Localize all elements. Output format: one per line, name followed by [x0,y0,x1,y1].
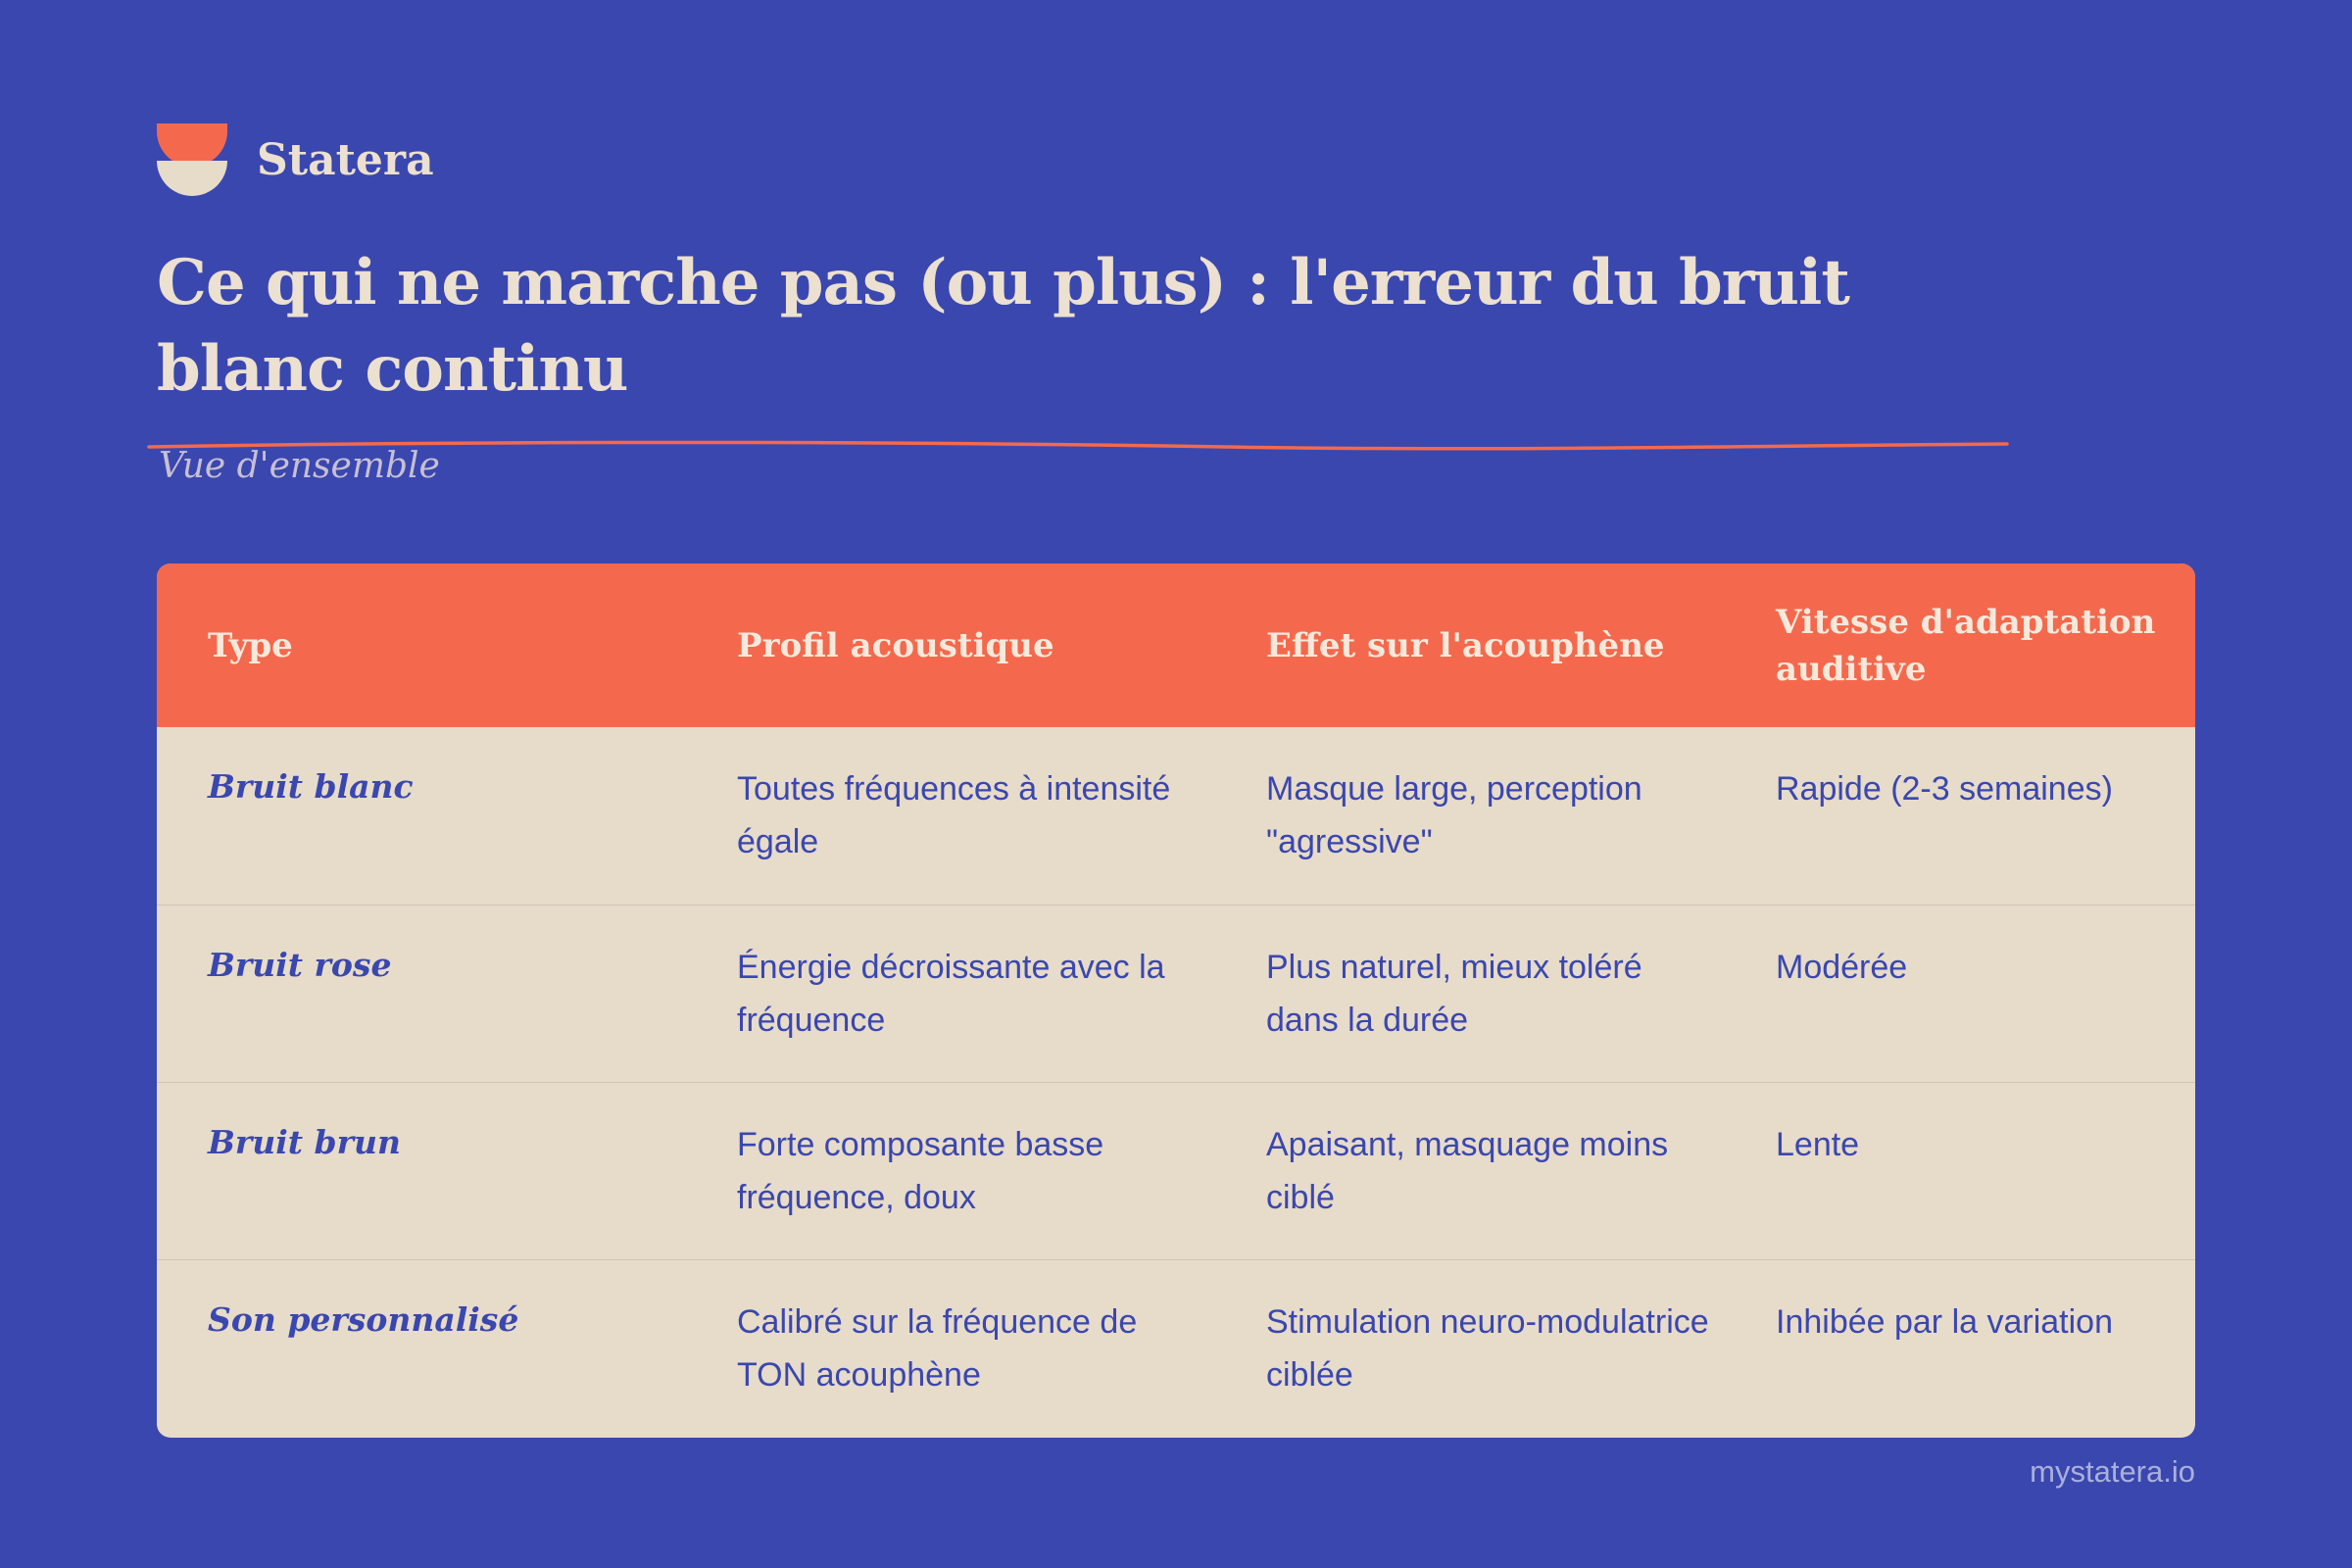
brand-name: Statera [257,134,434,185]
header-vitesse: Vitesse d'adaptation auditive [1776,602,2156,689]
table-row [157,727,2195,905]
cell-vitesse: Rapide (2-3 semaines) [1776,770,2113,808]
cell-type: Bruit blanc [208,767,414,806]
page-title: Ce qui ne marche pas (ou plus) : l'erreur du bruit blanc continu [157,246,1849,406]
cell-vitesse: Modérée [1776,949,1908,986]
table-header [157,564,2195,727]
table-row [157,905,2195,1082]
cell-vitesse: Lente [1776,1126,1860,1163]
comparison-table [157,564,2195,1438]
cell-type: Son personnalisé [208,1300,519,1339]
cell-profil: Calibré sur la fréquence de TON acouphène [737,1303,1138,1394]
statera-logo-icon [157,123,227,196]
table-row [157,1259,2195,1437]
brand [157,123,434,196]
table-row [157,1082,2195,1259]
cell-type: Bruit rose [208,946,392,984]
cell-profil: Toutes fréquences à intensité égale [737,770,1171,860]
footer-url[interactable]: mystatera.io [2030,1454,2195,1489]
cell-effet: Apaisant, masquage moins ciblé [1266,1126,1669,1216]
header-effet: Effet sur l'acouphène [1266,625,1665,665]
cell-profil: Énergie décroissante avec la fréquence [737,949,1165,1039]
cell-effet: Plus naturel, mieux toléré dans la durée [1266,949,1642,1039]
header-type: Type [208,625,293,665]
cell-effet: Masque large, perception "agressive" [1266,770,1642,860]
header-profil: Profil acoustique [737,625,1054,665]
cell-vitesse: Inhibée par la variation [1776,1303,2114,1341]
cell-effet: Stimulation neuro-modulatrice ciblée [1266,1303,1709,1394]
cell-profil: Forte composante basse fréquence, doux [737,1126,1104,1216]
cell-type: Bruit brun [208,1123,401,1161]
subtitle: Vue d'ensemble [159,446,440,486]
